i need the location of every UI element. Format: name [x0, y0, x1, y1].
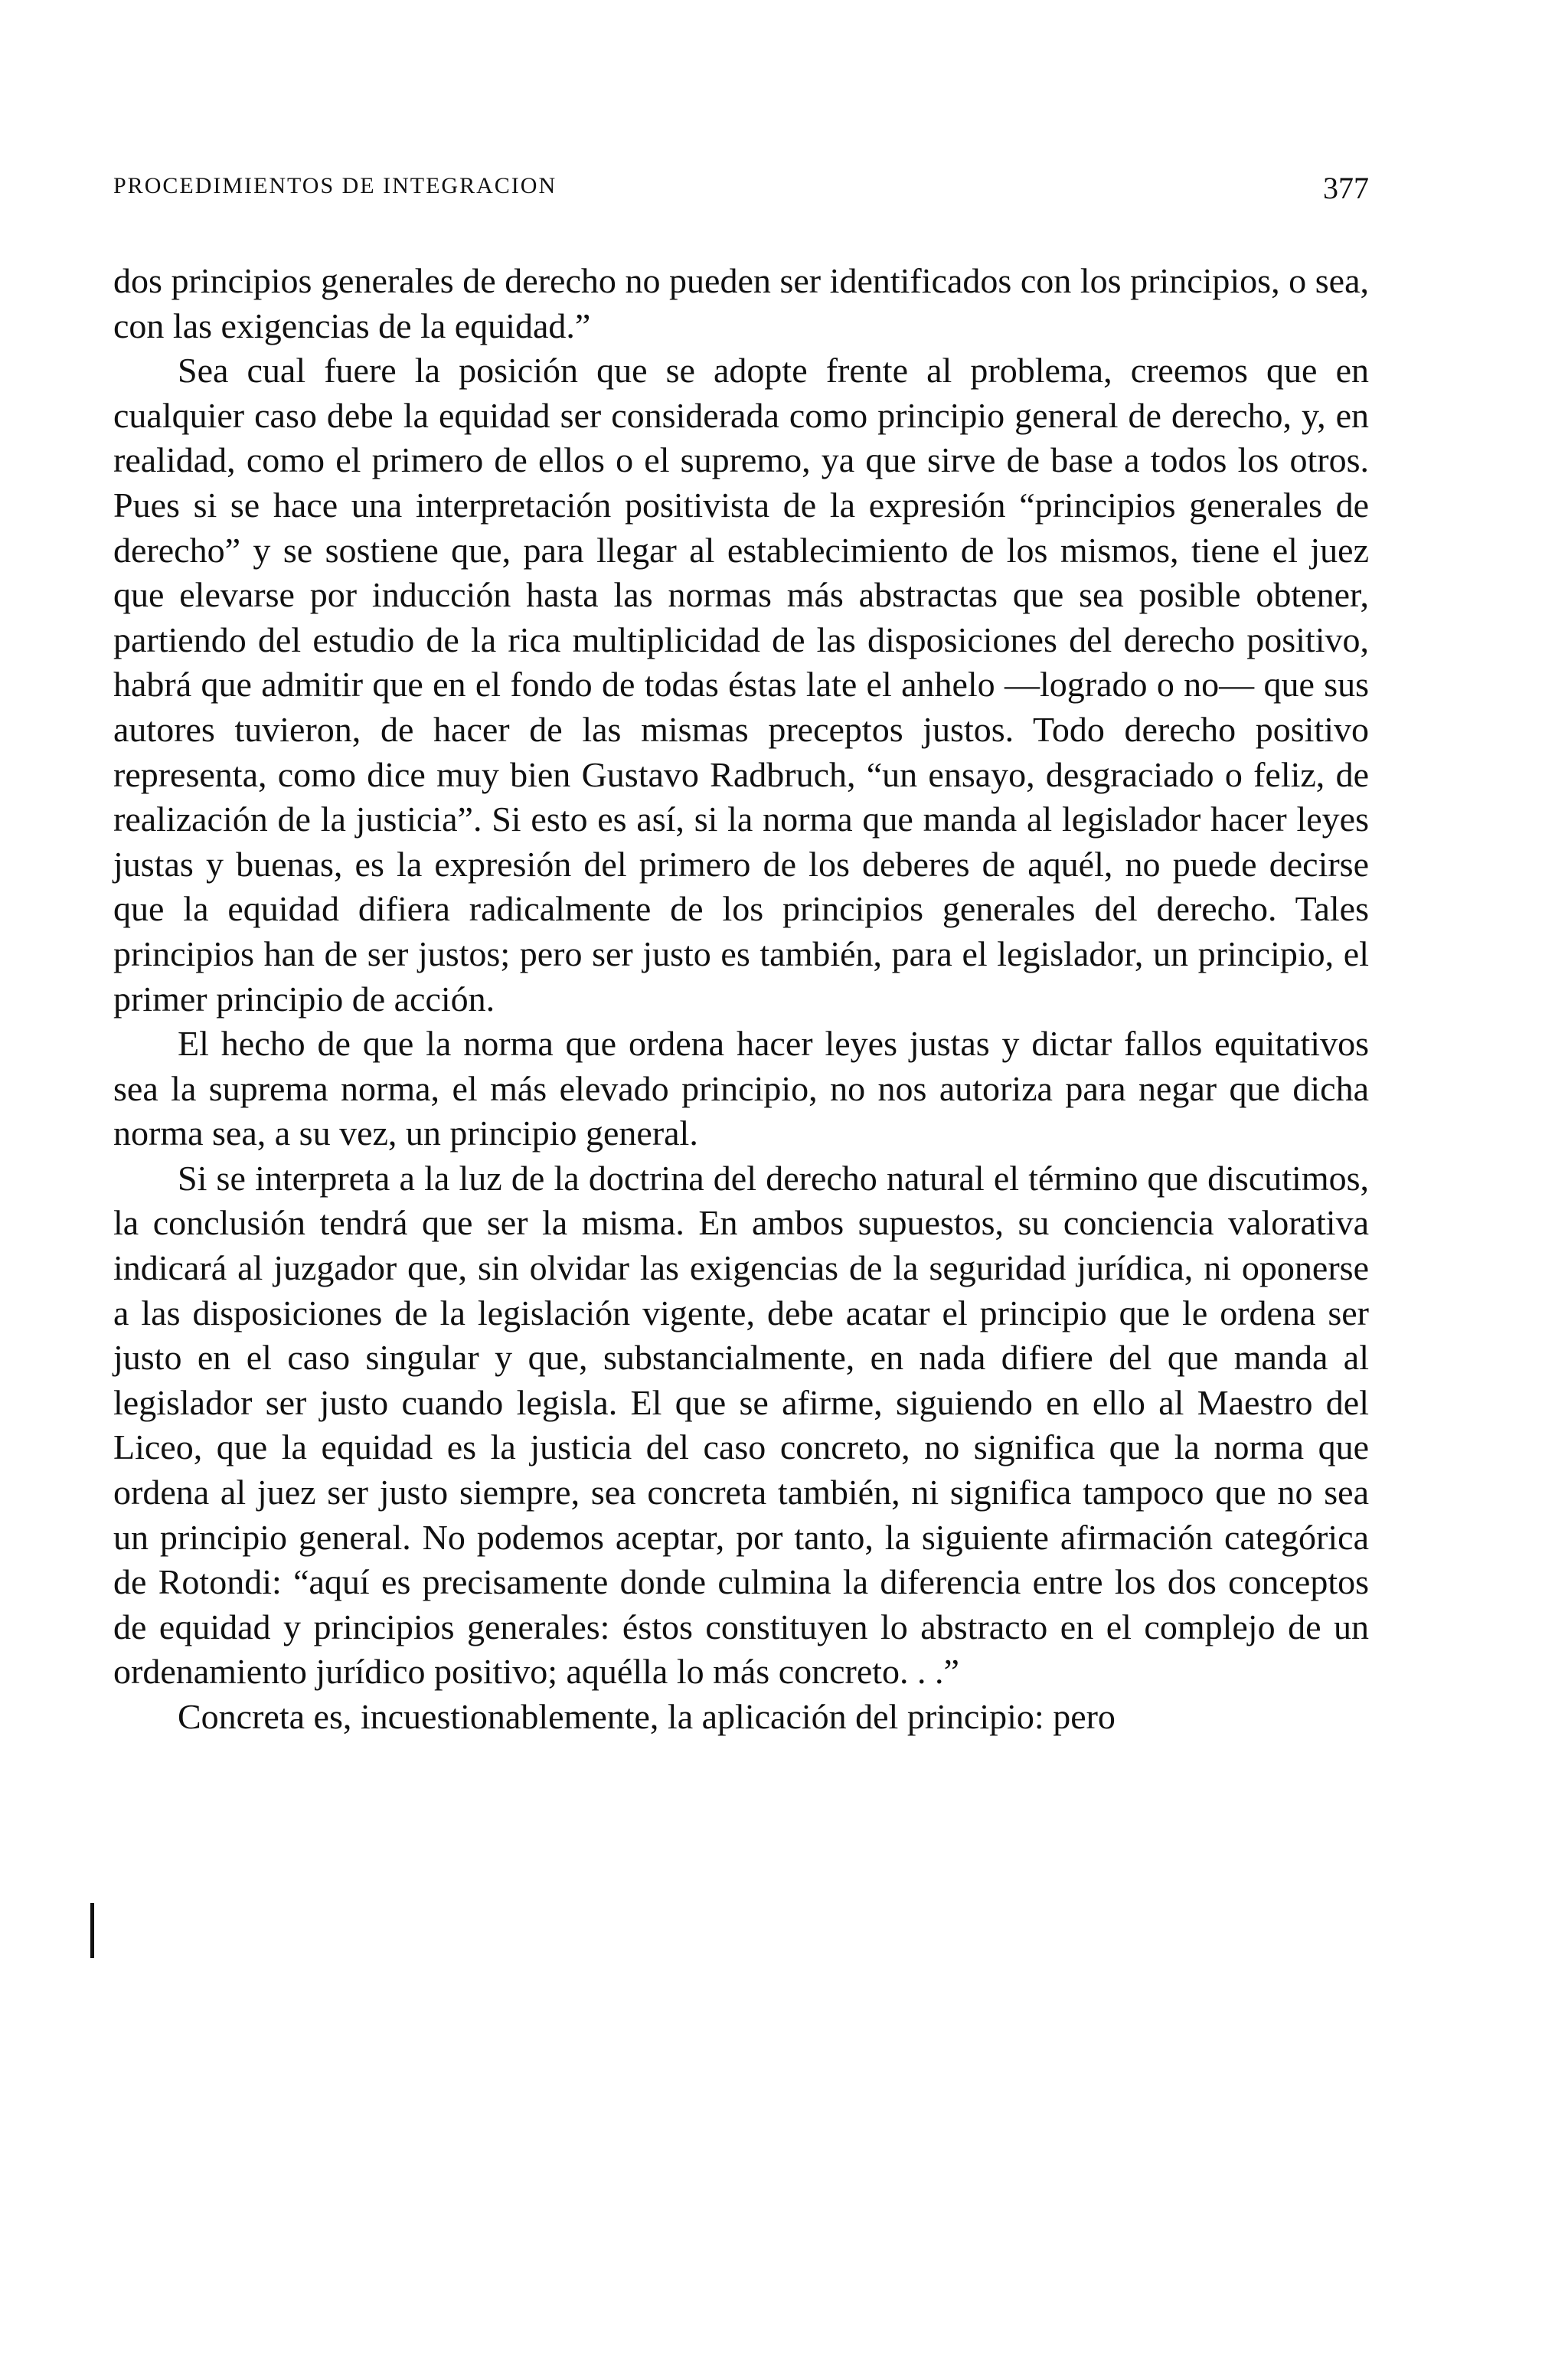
body-text — [113, 259, 1369, 1740]
paragraph-2: Sea cual fuere la posición que se adopte frente al problema, creemos que en cualquier caso debe la equidad ser considerada como principio general de derecho, y, en realidad, como el primero de ellos o el supremo, ya que sirve de base a todos los otros. Pues si se hace una interpretación positivista de la expresión “principios generales de derecho” y se sostiene que, para llegar al establecimiento de los mismos, tiene el juez que elevarse por inducción hasta las normas más abstractas que sea posible obtener, partiendo del estudio de la rica multiplicidad de las disposiciones del derecho positivo, habrá que admitir que en el fondo de todas éstas late el anhelo —logrado o no— que sus autores tuvieron, de hacer de las mismas preceptos justos. Todo derecho positivo representa, como dice muy bien Gustavo Radbruch, “un ensayo, desgraciado o feliz, de realización de la justicia”. Si esto es así, si la norma que manda al legislador hacer leyes justas y buenas, es la expresión del primero de los deberes de aquél, no puede decirse que la equidad difiera radicalmente de los principios generales del derecho. Tales principios han de ser justos; pero ser justo es también, para el legislador, un principio, el primer principio de acción. — [113, 351, 1369, 1019]
running-head: PROCEDIMIENTOS DE INTEGRACION — [113, 173, 557, 198]
page-header — [113, 170, 1369, 216]
paragraph-1: dos principios generales de derecho no pueden ser identificados con los principios, o sea, con las exigencias de la equidad.” — [113, 261, 1369, 345]
paragraph-3: El hecho de que la norma que ordena hacer leyes justas y dictar fallos equitativos sea la suprema norma, el más elevado principio, no nos autoriza para negar que dicha norma sea, a su vez, un principio general. — [113, 1024, 1369, 1153]
page-number: 377 — [1323, 171, 1369, 205]
paragraph-5: Concreta es, incuestionablemente, la aplicación del principio: pero — [178, 1697, 1116, 1736]
paragraph-4: Si se interpreta a la luz de la doctrina del derecho natural el término que discutimos, la conclusión tendrá que ser la misma. En ambos supuestos, su conciencia valorativa indicará al juzgador que, sin olvidar las exigencias de la seguridad jurídica, ni oponerse a las disposiciones de la legislación vigente, debe acatar el principio que le ordena ser justo en el caso singular y que, substancialmente, en nada difiere del que manda al legislador ser justo cuando legisla. El que se afirme, siguiendo en ello al Maestro del Liceo, que la equidad es la justicia del caso concreto, no significa que la norma que ordena al juez ser justo siempre, sea concreta también, ni significa tampoco que no sea un principio general. No podemos aceptar, por tanto, la siguiente afirmación categórica de Rotondi: “aquí es precisamente donde culmina la diferencia entre los dos conceptos de equidad y principios generales: éstos constituyen lo abstracto en el complejo de un ordenamiento jurídico positivo; aquélla lo más concreto. . .” — [113, 1158, 1369, 1692]
margin-mark — [90, 1903, 94, 1958]
